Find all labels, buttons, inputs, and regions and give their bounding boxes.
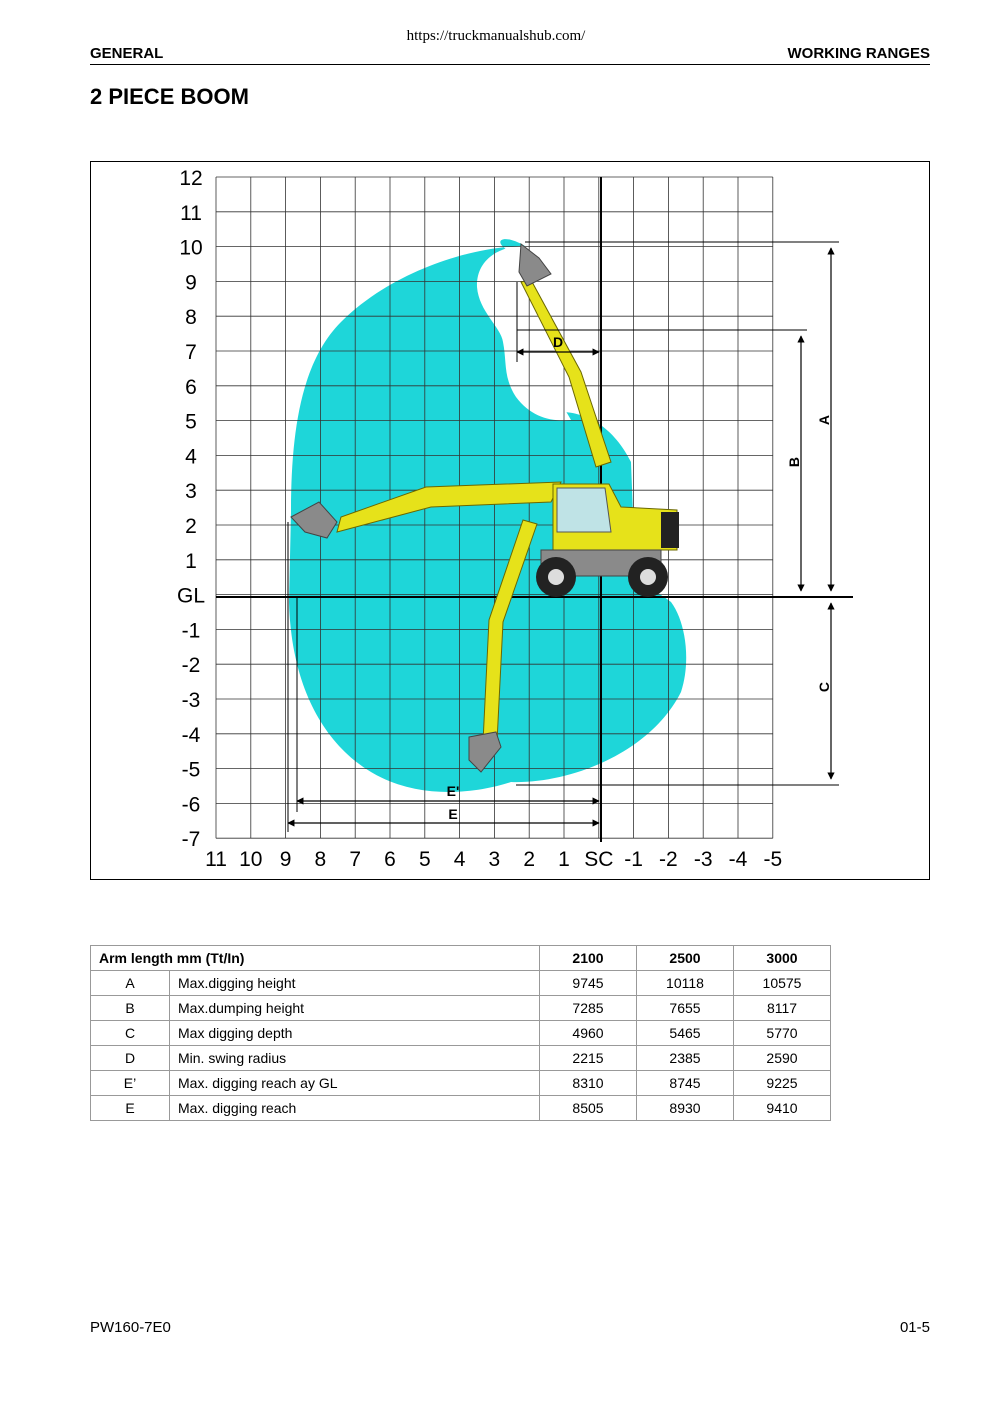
row-value: 2385 (637, 1046, 734, 1071)
row-description: Max. digging reach ay GL (170, 1071, 540, 1096)
row-value: 8310 (540, 1071, 637, 1096)
x-tick-label: 9 (279, 848, 292, 872)
row-value: 9745 (540, 971, 637, 996)
y-tick-label: GL (176, 584, 206, 608)
row-description: Min. swing radius (170, 1046, 540, 1071)
x-tick-label: 5 (418, 848, 431, 872)
table-row (91, 1021, 831, 1046)
row-value: 5770 (734, 1021, 831, 1046)
y-tick-label: 8 (185, 306, 197, 330)
header-section: GENERAL (90, 45, 164, 62)
row-key: D (91, 1046, 170, 1071)
x-tick-label: 7 (349, 848, 362, 872)
y-tick-label: -5 (181, 758, 201, 782)
x-tick-label: 10 (239, 848, 263, 872)
label-a: A (816, 414, 832, 426)
source-url[interactable]: https://truckmanualshub.com/ (406, 28, 586, 44)
y-tick-label: -3 (181, 689, 201, 712)
row-description: Max. digging reach (170, 1096, 540, 1121)
row-value: 8930 (637, 1096, 734, 1121)
rear-wheel-hub (640, 569, 656, 585)
working-range-diagram (90, 161, 930, 880)
label-e-prime: E' (446, 783, 460, 799)
header-topic: WORKING RANGES (787, 45, 930, 62)
y-tick-label: 10 (179, 236, 203, 260)
operator-cab (557, 488, 611, 532)
counterweight (661, 512, 679, 548)
x-tick-label: 2 (523, 848, 536, 872)
table-row (91, 1096, 831, 1121)
x-tick-label: 1 (558, 848, 570, 872)
table-header-row (91, 946, 831, 971)
x-tick-label: 4 (453, 848, 466, 872)
table-row (91, 1071, 831, 1096)
x-tick-label: -1 (624, 848, 643, 872)
row-key: C (91, 1021, 170, 1046)
y-tick-label: 5 (185, 410, 197, 434)
row-value: 2215 (540, 1046, 637, 1071)
x-tick-label: SC (584, 848, 614, 872)
row-value: 2590 (734, 1046, 831, 1071)
y-tick-label: 3 (185, 480, 197, 504)
row-value: 9225 (734, 1071, 831, 1096)
header-col-2100: 2100 (540, 946, 637, 971)
row-description: Max.dumping height (170, 996, 540, 1021)
row-description: Max digging depth (170, 1021, 540, 1046)
row-value: 9410 (734, 1096, 831, 1121)
x-tick-label: 6 (384, 848, 396, 872)
x-tick-label: -2 (659, 848, 678, 872)
header-rule (90, 64, 930, 65)
row-value: 8745 (637, 1071, 734, 1096)
row-key: B (91, 996, 170, 1021)
row-value: 8505 (540, 1096, 637, 1121)
y-tick-label: -6 (181, 793, 201, 817)
row-value: 8117 (734, 996, 831, 1021)
header-col-2500: 2500 (637, 946, 734, 971)
row-value: 5465 (637, 1021, 734, 1046)
page-title: 2 PIECE BOOM (90, 84, 249, 109)
bucket-high (519, 244, 551, 286)
x-tick-label: 3 (488, 848, 501, 872)
row-value: 7285 (540, 996, 637, 1021)
table-row (91, 1046, 831, 1071)
y-tick-label: -4 (181, 723, 201, 747)
y-tick-label: 6 (185, 375, 197, 399)
row-value: 10575 (734, 971, 831, 996)
y-tick-label: -7 (181, 828, 201, 852)
x-tick-label: -3 (693, 848, 713, 872)
y-tick-label: 11 (180, 201, 202, 225)
x-tick-label: -4 (728, 848, 748, 872)
x-tick-label: -5 (763, 848, 783, 872)
label-b: B (786, 456, 802, 468)
y-tick-label: 12 (179, 167, 203, 190)
specifications-table (90, 945, 831, 1121)
table-row (91, 996, 831, 1021)
footer-page-number: 01-5 (899, 1319, 930, 1336)
y-tick-label: 2 (185, 515, 197, 538)
y-tick-label: -2 (181, 654, 201, 678)
y-tick-label: 1 (185, 549, 197, 573)
y-tick-label: -1 (181, 619, 201, 643)
front-wheel-hub (548, 569, 564, 585)
y-tick-label: 9 (185, 271, 197, 295)
row-value: 7655 (637, 996, 734, 1021)
label-d: D (552, 334, 564, 350)
header-arm-length: Arm length mm (Tt/In) (91, 946, 540, 971)
row-value: 10118 (637, 971, 734, 996)
header-col-3000: 3000 (734, 946, 831, 971)
row-value: 4960 (540, 1021, 637, 1046)
label-c: C (816, 681, 832, 693)
y-tick-label: 4 (185, 445, 197, 469)
row-key: A (91, 971, 170, 996)
x-tick-label: 11 (205, 848, 227, 872)
label-e: E (448, 806, 458, 822)
table-row (91, 971, 831, 996)
footer-model: PW160-7E0 (90, 1319, 171, 1336)
row-key: E’ (91, 1071, 170, 1096)
row-description: Max.digging height (170, 971, 540, 996)
row-key: E (91, 1096, 170, 1121)
y-tick-label: 7 (185, 341, 197, 364)
x-tick-label: 8 (314, 848, 327, 872)
